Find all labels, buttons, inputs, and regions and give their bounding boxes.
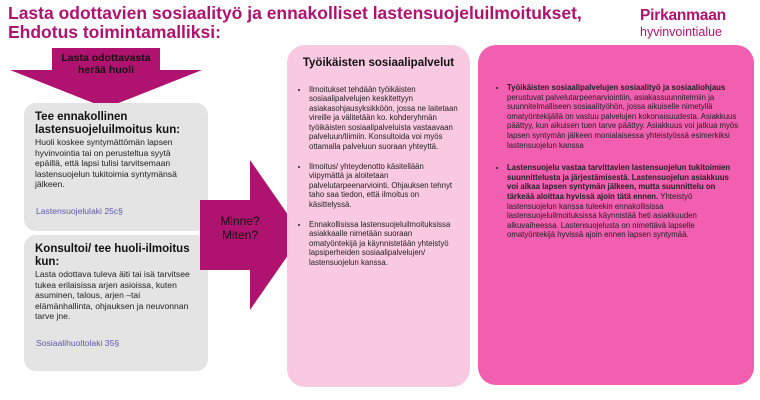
middle-list-item: • Ilmoitus/ yhteydenotto käsitellään viipymättä ja aloitetaan palvelutarpeenarviointi. Ohjauksen tehnyt taho saa tiedon, että ilmoitus on käsittelyssä.	[309, 162, 458, 210]
logo-line-1: Pirkanmaan	[640, 7, 726, 24]
box1-text: Huoli koskee syntymättömän lapsen hyvinvointia tai on perusteltua syytä epäillä, että lapsi tulisi tarvitsemaan lastensuojelun tukitoimia syntymänsä jälkeen.	[35, 137, 177, 189]
vastuut-panel	[478, 45, 754, 385]
page-title: Lasta odottavien sosiaalityö ja ennakolliset lastensuojeluilmoitukset, Ehdotus toimintamalliksi:	[8, 3, 582, 42]
arrow-top-label: Lasta odottavasta herää huoli	[61, 52, 151, 76]
right-list-item	[507, 83, 740, 150]
middle-heading: Työikäisten sosiaalipalvelut	[302, 57, 455, 69]
right-item2-text: Yhteistyö lastensuojelun kanssa tuleekin ennakollisissa lastensuojeluilmoituksissa käynnistää heti asiakkuuden alkuvaiheessa. Lastensuojelusta on nimettävä lapselle omatyöntekijä hyvissä ajoin ennen lapsen syntymää.	[507, 191, 697, 240]
right-item1-bold: Työikäisten sosiaalipalvelujen sosiaalityö ja sosiaaliohjaus	[507, 83, 726, 92]
box2-law-reference: Sosiaalihuoltolaki 35§	[36, 338, 120, 348]
box2-text: Lasta odottava tuleva äiti tai isä tarvitsee tukea erilaisissa arjen asioissa, kuten asuminen, talous, arjen –tai elämänhallinta, ohjauksen ja neuvonnan tarve jne.	[35, 269, 190, 321]
right-list-item	[507, 163, 740, 240]
ennakollinen-ilmoitus-box	[24, 103, 208, 231]
box2-heading: Konsultoi/ tee huoli-ilmoitus kun:	[35, 243, 190, 268]
organization-logo	[640, 8, 726, 40]
middle-list-item: • Ilmoitukset tehdään työikäisten sosiaalipalvelujen keskitettyyn asiakasohjausyksikköön, jossa ne laitetaan vireille ja välitetään ko. kohderyhmän työikäisten sosiaalipalveluista vastaavaan palveluun/tiimiin. Konsultoida voi myös ottamalla palveluun suoraan yhteyttä.	[309, 85, 458, 152]
right-item2-bold: Lastensuojelu vastaa tarvittavien lastensuojelun tukitoimien suunnittelusta ja järjestämisestä. Lastensuojelun asiakkuus voi alkaa lapsen syntymän jälkeen, mutta suunnittelu on tärkeää aloittaa hyvissä ajoin tätä ennen.	[507, 163, 731, 201]
box1-heading: Tee ennakollinen lastensuojeluilmoitus kun:	[35, 111, 181, 136]
right-list	[478, 83, 754, 240]
right-item1-text: perustuvat palvelutarpeenarviointiin, asiakassuunnitelmiin ja suunnitelmalliseen sosiaalityöhön, jossa aikuiselle nimetyllä omatyöntekijällä on vastuu palvelujen kokonaisuudesta. Asiakkuus päättyy, kun aikuisen tuen tarve päättyy. Asiakkuus voi jatkua myös lapsen syntymän jälkeen monialaisessa yhteistyössä esimerkiksi lastensuojelun kanssa	[507, 92, 739, 150]
arrow-right-label: Minne? Miten?	[220, 214, 260, 242]
middle-list	[287, 85, 470, 268]
huoli-ilmoitus-box	[24, 235, 208, 371]
logo-line-2: hyvinvointialue	[640, 25, 722, 39]
tyoikaisten-sosiaalipalvelut-panel	[287, 45, 470, 387]
middle-list-item: • Ennakollisissa lastensuojeluilmoituksissa asiakkaalle nimetään suoraan omatyöntekijä ja käynnistetään yhteistyö lapsiperheiden sosiaalipalvelujen/ lastensuojelun kanssa.	[309, 220, 458, 268]
box1-law-reference: Lastensuojelulaki 25c§	[36, 206, 123, 216]
